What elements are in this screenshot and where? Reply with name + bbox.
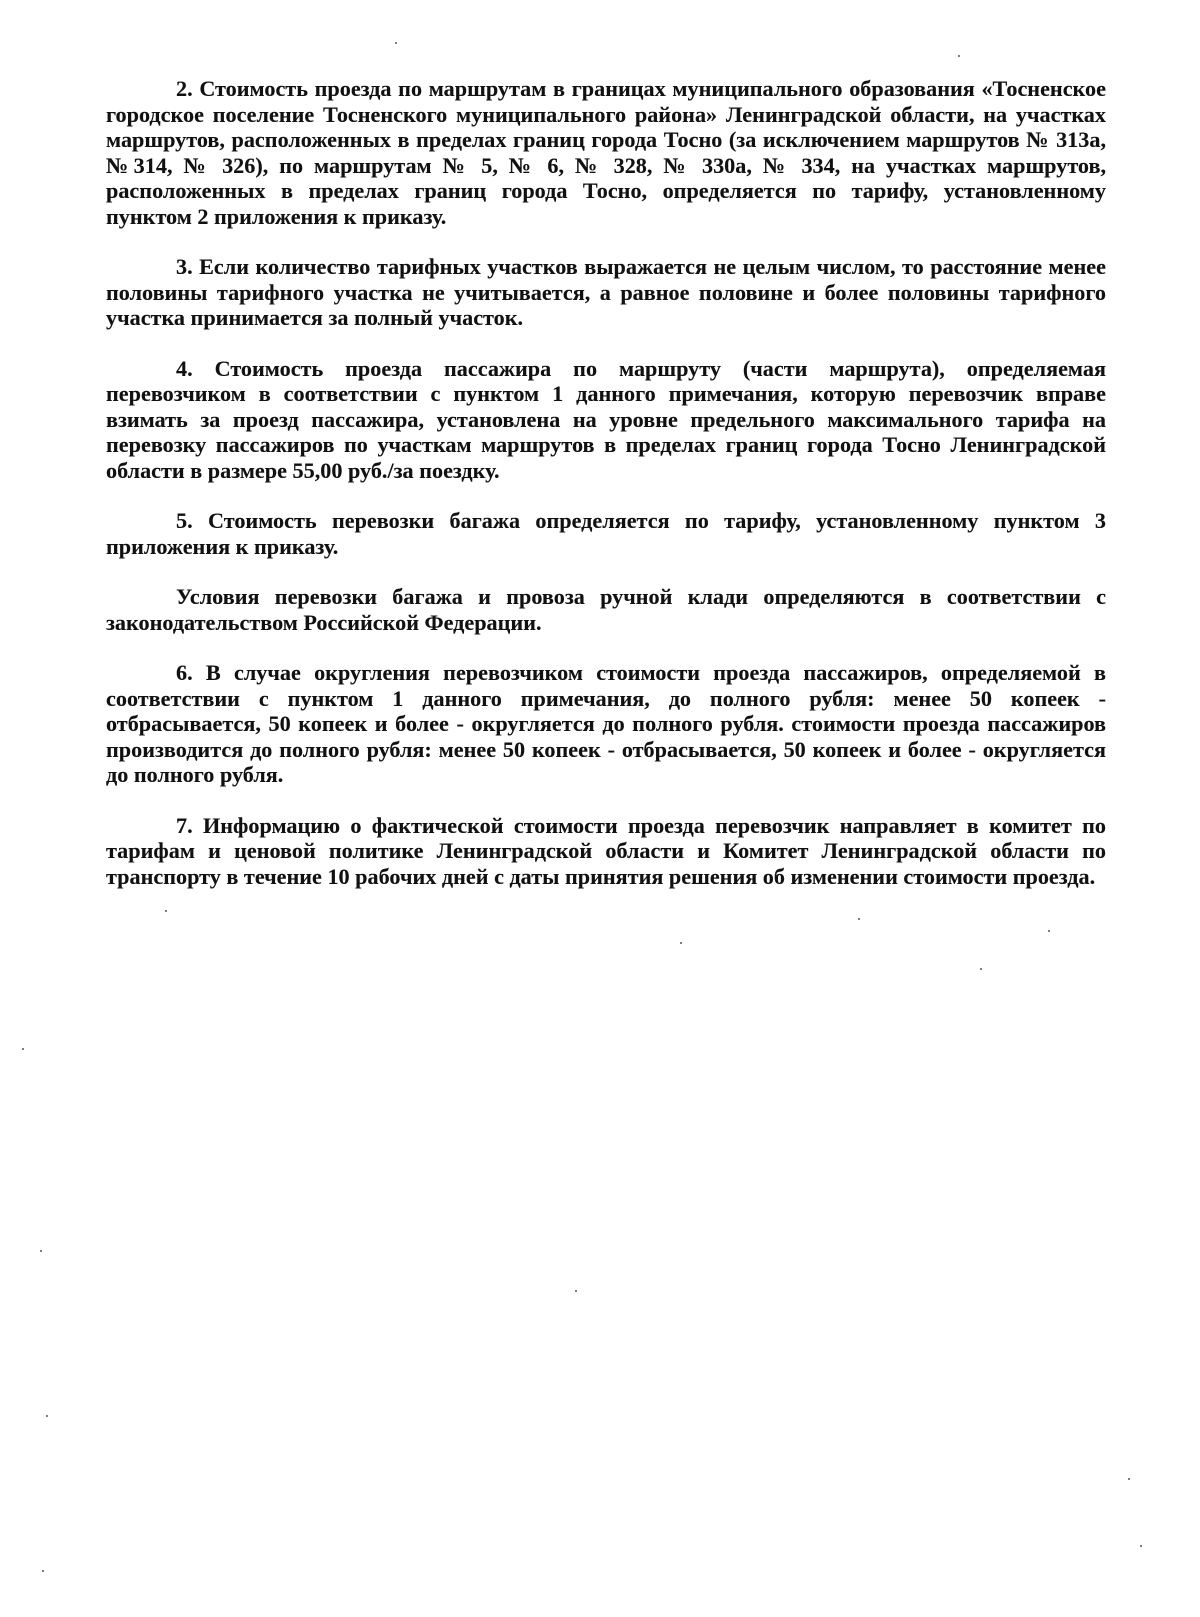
scan-speck	[1128, 1478, 1130, 1480]
scan-speck	[1140, 1545, 1142, 1547]
paragraph-6: 6. В случае округления перевозчиком стоимости проезда пассажиров, определяемой в соответствии с пунктом 1 данного примечания, до полного рубля: менее 50 копеек - отбрасывается, 50 копеек и более - округляется до полного рубля. стоимости проезда пассажиров производится до полного рубля: менее 50 копеек - отбрасывается, 50 копеек и более - округляется до полного рубля.	[106, 660, 1106, 787]
scan-speck	[46, 1415, 48, 1417]
scan-speck	[958, 55, 960, 57]
paragraph-7: 7. Информацию о фактической стоимости проезда перевозчик направляет в комитет по тарифам и ценовой политике Ленинградской области и Комитет Ленинградской области по транспорту в течение 10 рабочих дней с даты принятия решения об изменении стоимости проезда.	[106, 812, 1106, 889]
document-body	[106, 76, 1106, 914]
scan-speck	[575, 1290, 577, 1292]
scan-speck	[40, 1250, 42, 1252]
scan-speck	[980, 968, 982, 970]
scan-speck	[680, 942, 682, 944]
scan-speck	[858, 918, 860, 920]
scan-speck	[42, 1570, 44, 1572]
paragraph-baggage-conditions: Условия перевозки багажа и провоза ручной клади определяются в соответствии с законодательством Российской Федерации.	[106, 584, 1106, 635]
paragraph-2: 2. Стоимость проезда по маршрутам в границах муниципального образования «Тосненское городское поселение Тосненского муниципального района» Ленинградской области, на участках маршрутов, расположенных в пределах границ города Тосно (за исключением маршрутов № 313а, №314, № 326), по маршрутам № 5, № 6, № 328, № 330а, № 334, на участках маршрутов, расположенных в пределах границ города Тосно, определяется по тарифу, установленному пунктом 2 приложения к приказу.	[106, 76, 1106, 229]
paragraph-5: 5. Стоимость перевозки багажа определяется по тарифу, установленному пунктом 3 приложения к приказу.	[106, 508, 1106, 559]
scan-speck	[1048, 930, 1050, 932]
paragraph-3: 3. Если количество тарифных участков выражается не целым числом, то расстояние менее половины тарифного участка не учитывается, а равное половине и более половины тарифного участка принимается за полный участок.	[106, 254, 1106, 330]
scan-speck	[395, 42, 397, 44]
scan-speck	[22, 1048, 24, 1050]
paragraph-4: 4. Стоимость проезда пассажира по маршруту (части маршрута), определяемая перевозчиком в соответствии с пунктом 1 данного примечания, которую перевозчик вправе взимать за проезд пассажира, установлена на уровне предельного максимального тарифа на перевозку пассажиров по участкам маршрутов в пределах границ города Тосно Ленинградской области в размере 55,00 руб./за поездку.	[106, 355, 1106, 483]
scan-speck	[165, 910, 167, 912]
